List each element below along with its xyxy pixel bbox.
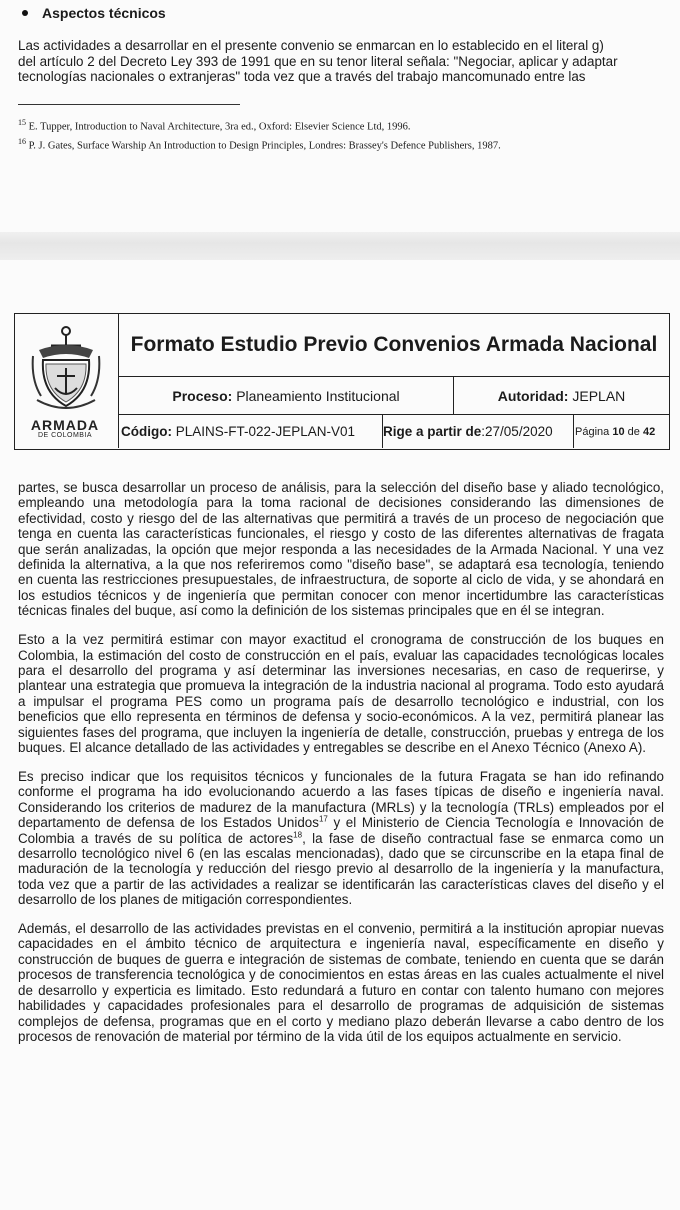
header-row-code	[119, 415, 669, 448]
paragraph-line: del artículo 2 del Decreto Ley 393 de 1991 que en su tenor literal señala: "Negociar, aplicar y adaptar	[18, 53, 618, 69]
footnote-item: $^{15}$ E. Tupper, Introduction to Naval Architecture, 3ra ed., Oxford: Elsevier Science Ltd, 1996.	[18, 118, 411, 133]
process-cell: Proceso: Planeamiento Institucional	[119, 377, 454, 414]
paragraph-line: tecnologías nacionales o extranjeras" toda vez que a través del trabajo mancomunado entre las	[18, 69, 586, 84]
effective-date-cell: Rige a partir de :27/05/2020	[381, 415, 574, 448]
top-paragraph	[18, 38, 680, 85]
code-cell: Código: PLAINS-FT-022-JEPLAN-V01	[119, 415, 383, 448]
paragraph: partes, se busca desarrollar un proceso de análisis, para la selección del diseño base y aliado tecnológico, empleando una metodología para la toma racional de decisiones considerando las dimensiones de efectividad, costo y riesgo del de las alternativas que permitirá a través de un proceso de negociación que tenga en cuenta las características funcionales, el riesgo y costo de las diferentes alternativas de fragata que serán analizadas, la opción que mejor responda a las necesidades de la Armada Nacional. Y una vez definida la alternativa, a la que nos referiremos como "diseño base", se adaptará esa tecnología, teniendo en cuenta las restricciones presupuestales, de infraestructura, de soporte al ciclo de vida, y se ahondará en los estudios técnicos y de ingeniería que permitan conocer con menor incertidumbre las características técnicas finales del buque, así como la definición de los sistemas principales que en él se integran.	[18, 480, 664, 619]
footnotes	[18, 116, 668, 153]
footnote-rule	[18, 104, 240, 105]
navy-emblem-icon	[29, 320, 103, 416]
paragraph: Esto a la vez permitirá estimar con mayor exactitud el cronograma de construcción de los buques en Colombia, la estimación del costo de construcción en el país, evaluar las capacidades tecnológicas locales para el desarrollo del programa y así determinar las inversiones necesarias, en caso de requerirse, y plantear una estrategia que promueva la integración de la industria nacional al programa. Todo esto ayudará a impulsar el programa PES como un programa país de desarrollo tecnológico e industrial, con los beneficios que ello representa en términos de defensa y socio-económicos. A la vez, permitirá planear las siguientes fases del programa, que incluyen la ingeniería de detalle, construcción, pruebas y entrega de los buques. El alcance detallado de las actividades y entregables se describe en el Anexo Técnico (Anexo A).	[18, 632, 664, 755]
paragraph: Es preciso indicar que los requisitos técnicos y funcionales de la futura Fragata se han ido refinando conforme el programa ha ido evolucionando acuerdo a las fases típicas de diseño e ingeniería naval. Considerando los criterios de madurez de la manufactura (MRLs) y la tecnología (TRLs) empleados por el departamento de defensa de los Estados Unidos$^{17}$ y el Ministerio de Ciencia Tecnología e Innovación de Colombia a través de su política de actores$^{18}$, la fase de diseño contractual fase se enmarca como un desarrollo tecnológico nivel 6 (en las escalas mencionadas), dado que se circunscribe en la etapa final de maduración de la tecnología y reducción del riesgo previo al desarrollo de la ingeniería y la manufactura, toda vez que a partir de las actividades a realizar se identificarán las características claves del diseño y el desarrollo de los planes de mitigación correspondientes.	[18, 768, 664, 908]
logo-cell	[15, 314, 119, 448]
document-header-table	[14, 313, 670, 450]
footnote-ref: 17	[318, 814, 328, 824]
document-title: Formato Estudio Previo Convenios Armada Nacional	[119, 314, 669, 377]
footnote-item: $^{16}$ P. J. Gates, Surface Warship An Introduction to Design Principles, Londres: Brassey's Defence Publishers, 1987.	[18, 136, 501, 151]
logo-text: ARMADA	[30, 417, 100, 433]
footnote-ref: 18	[293, 830, 303, 840]
section-heading: Aspectos técnicos	[22, 5, 166, 21]
paragraph-line: Las actividades a desarrollar en el presente convenio se enmarcan en lo establecido en el literal g)	[18, 38, 604, 53]
header-row-process	[119, 377, 669, 415]
authority-cell: Autoridad: JEPLAN	[497, 387, 626, 404]
bullet-icon	[22, 10, 28, 16]
body-text	[18, 480, 664, 1058]
page-number-cell: Página 10 de 42	[575, 425, 656, 438]
logo-subtext: DE COLOMBIA	[37, 432, 93, 439]
page-gap	[0, 232, 680, 260]
paragraph: Además, el desarrollo de las actividades previstas en el convenio, permitirá a la institución apropiar nuevas capacidades en el ámbito técnico de arquitectura e ingeniería naval, específicamente en diseño y construcción de buques de guerra e integración de sistemas de combate, teniendo en cuenta que se darán procesos de transferencia tecnológica y de conocimientos en estas áreas en las cuales actualmente el nivel de desarrollo y experticia es limitado. Esto redundará a futuro en contar con talento humano con mejores habilidades y capacidades profesionales para el desarrollo de programas de adquisición de sistemas complejos de defensa, programas que en el corto y mediano plazo deberán llevarse a cabo dentro de los procesos de renovación de material por término de la vida útil de los equipos actualmente en servicio.	[18, 921, 664, 1044]
